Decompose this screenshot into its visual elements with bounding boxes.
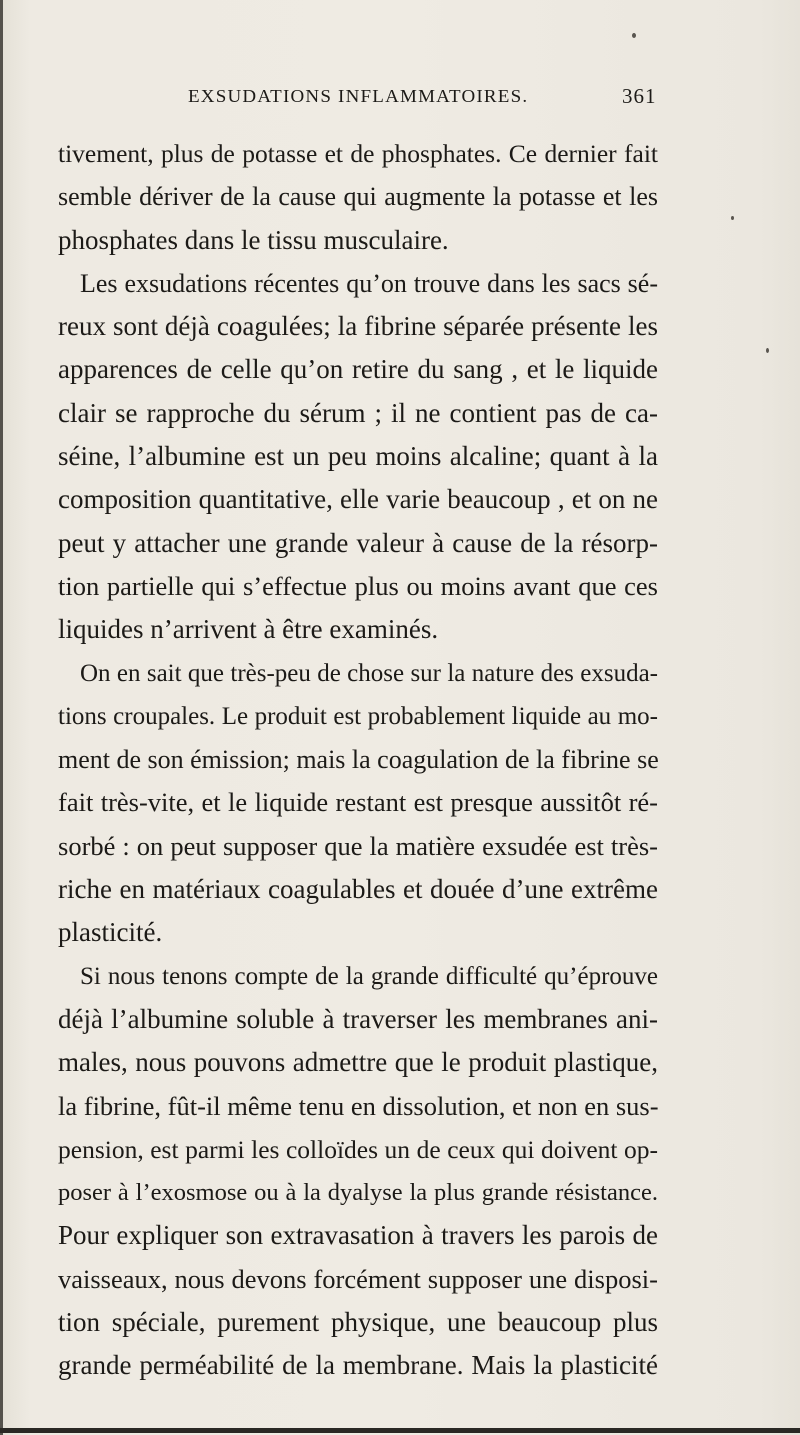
- ink-speck: [632, 33, 636, 38]
- text-line: séine, l’albumine est un peu moins alcaline; quant à la: [58, 441, 658, 472]
- text-line: pension, est parmi les colloïdes un de ceux qui doivent op-: [58, 1134, 658, 1164]
- ink-speck: [731, 216, 734, 220]
- text-line: grande perméabilité de la membrane. Mais la plasticité: [58, 1350, 658, 1381]
- text-line: Si nous tenons compte de la grande difficulté qu’éprouve: [80, 962, 658, 990]
- text-line: tion spéciale, purement physique, une beaucoup plus: [58, 1307, 658, 1338]
- text-line: apparences de celle qu’on retire du sang , et le liquide: [58, 354, 658, 385]
- text-line: tion partielle qui s’effectue plus ou moins avant que ces: [58, 570, 658, 601]
- page-number: 361: [622, 84, 657, 108]
- text-line: clair se rapproche du sérum ; il ne contient pas de ca-: [58, 397, 658, 428]
- text-line: ment de son émission; mais la coagulation de la fibrine se: [58, 745, 659, 775]
- text-line: vaisseaux, nous devons forcément supposer une disposi-: [58, 1263, 658, 1294]
- page-bottom-rule: [0, 1428, 800, 1433]
- text-line: plasticité.: [58, 917, 163, 948]
- text-line: déjà l’albumine soluble à traverser les membranes ani-: [58, 1003, 658, 1034]
- text-line: tivement, plus de potasse et de phosphates. Ce dernier fait: [58, 139, 658, 168]
- text-line: phosphates dans le tissu musculaire.: [58, 224, 449, 255]
- text-line: fait très-vite, et le liquide restant est presque aussitôt ré-: [58, 787, 658, 818]
- body-text: [58, 132, 658, 1388]
- running-title: EXSUDATIONS INFLAMMATOIRES.: [188, 86, 529, 107]
- text-line: sorbé : on peut supposer que la matière exsudée est très-: [58, 830, 658, 861]
- text-line: Les exsudations récentes qu’on trouve dans les sacs sé-: [80, 268, 658, 298]
- ink-speck: [766, 348, 769, 353]
- page-left-edge: [0, 0, 3, 1435]
- text-line: males, nous pouvons admettre que le produit plastique,: [58, 1047, 658, 1078]
- text-line: On en sait que très-peu de chose sur la nature des exsuda-: [80, 659, 658, 687]
- text-line: la fibrine, fût-il même tenu en dissolution, et non en sus-: [58, 1090, 659, 1121]
- text-line: semble dériver de la cause qui augmente la potasse et les: [58, 182, 658, 212]
- text-line: poser à l’exosmose ou à la dyalyse la plus grande résistance.: [58, 1179, 658, 1207]
- text-line: reux sont déjà coagulées; la fibrine séparée présente les: [58, 311, 658, 342]
- text-line: liquides n’arrivent à être examinés.: [58, 614, 439, 645]
- text-line: Pour expliquer son extravasation à travers les parois de: [58, 1220, 658, 1251]
- text-line: peut y attacher une grande valeur à cause de la résorp-: [58, 527, 658, 558]
- text-line: riche en matériaux coagulables et douée d’une extrême: [58, 874, 658, 905]
- text-line: composition quantitative, elle varie beaucoup , et on ne: [58, 484, 658, 515]
- text-line: tions croupales. Le produit est probablement liquide au mo-: [58, 702, 658, 730]
